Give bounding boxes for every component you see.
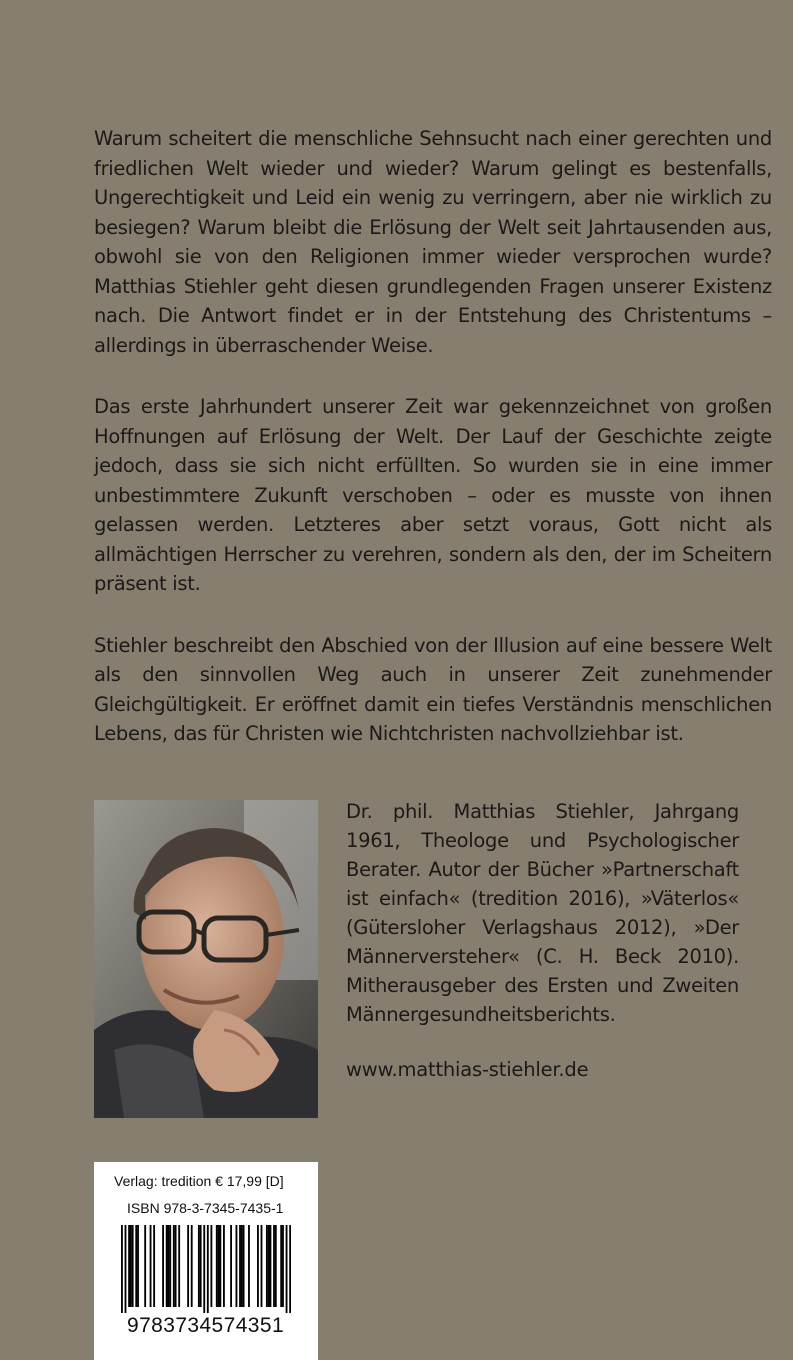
barcode-bar: [219, 1225, 221, 1307]
barcode-bar: [273, 1225, 275, 1307]
barcode-bar: [132, 1225, 134, 1307]
author-website-link[interactable]: www.matthias-stiehler.de: [346, 1058, 589, 1081]
barcode-bar: [178, 1225, 180, 1307]
barcode-bar: [216, 1225, 218, 1307]
blurb-paragraph-1: Warum scheitert die menschliche Sehnsucht nach einer gerechten und friedlichen Welt wieder und wieder? Warum gelingt es bestenfalls, Ungerechtigkeit und Leid ein wenig zu verringern, aber nie wirklich zu besiegen? Warum bleibt die Erlösung der Welt seit Jahrtausenden aus, obwohl sie von den Religionen immer wieder versprochen wurde? Matthias Stiehler geht diesen grundlegenden Fragen unserer Existenz nach. Die Antwort findet er in der Entstehung des Christentums – allerdings in überraschender Weise.: [94, 127, 772, 357]
barcode-bar: [268, 1225, 270, 1307]
barcode-bar: [257, 1225, 259, 1307]
blurb-paragraph-2: Das erste Jahrhundert unserer Zeit war gekennzeichnet von großen Hoffnungen auf Erlösung der Welt. Der Lauf der Geschichte zeigte jedoch, dass sie sich nicht erfüllten. So wurden sie in eine immer unbestimmtere Zukunft verschoben – oder es musste von ihnen gelassen werden. Letzteres aber setzt voraus, Gott nicht als allmächtigen Herrscher zu verehren, sondern als den, der im Scheitern präsent ist.: [94, 395, 772, 595]
barcode-bar: [210, 1225, 212, 1307]
barcode-bar: [230, 1225, 232, 1307]
barcode-digits: 9783734574351: [127, 1314, 285, 1337]
barcode-bar: [137, 1225, 139, 1307]
isbn-label: ISBN 978-3-7345-7435-1: [127, 1200, 284, 1216]
barcode-bar: [144, 1225, 146, 1307]
barcode-bar: [218, 1225, 220, 1307]
barcode-bar: [168, 1225, 170, 1307]
back-cover-blurb: [94, 124, 772, 781]
barcode-bar: [125, 1225, 127, 1313]
barcode-bar: [239, 1225, 241, 1307]
barcode-bar: [130, 1225, 132, 1307]
barcode-bar: [198, 1225, 200, 1307]
publisher-price-label: Verlag: tredition € 17,99 [D]: [114, 1173, 284, 1189]
barcode-bar: [162, 1225, 164, 1307]
barcode-bar: [175, 1225, 177, 1307]
barcode-bar: [280, 1225, 282, 1307]
barcode-bar: [203, 1225, 205, 1313]
author-photo: [94, 800, 318, 1118]
author-bio: Dr. phil. Matthias Stiehler, Jahrgang 1961, Theologe und Psychologischer Berater. Autor der Bücher »Partnerschaft ist einfach« (tredition 2016), »Väterlos« (Gütersloher Verlagshaus 2012), »Der Männerversteher« (C. H. Beck 2010). Mitherausgeber des Ersten und Zweiten Männergesundheitsberichts.: [346, 800, 739, 1026]
barcode-bar: [121, 1225, 123, 1313]
author-portrait-illustration: [94, 800, 318, 1118]
barcode-bar: [282, 1225, 284, 1307]
barcode-bar: [266, 1225, 268, 1307]
barcode-bar: [289, 1225, 291, 1313]
barcode-bar: [236, 1225, 238, 1307]
barcode-bars: [121, 1225, 291, 1313]
barcode-bar: [200, 1225, 202, 1307]
barcode-bar: [135, 1225, 137, 1307]
barcode-bar: [191, 1225, 193, 1307]
barcode-bar: [223, 1225, 225, 1307]
barcode-bar: [261, 1225, 263, 1307]
barcode-bar: [153, 1225, 155, 1307]
barcode-bar: [241, 1225, 243, 1307]
barcode-bar: [173, 1225, 175, 1307]
barcode-bar: [187, 1225, 189, 1307]
barcode-bar: [248, 1225, 250, 1307]
barcode-bar: [166, 1225, 168, 1307]
barcode-bar: [275, 1225, 277, 1307]
barcode-bar: [243, 1225, 245, 1307]
blurb-paragraph-3: Stiehler beschreibt den Abschied von der Illusion auf eine bessere Welt als den sinnvollen Weg auch in unserer Zeit zunehmender Gleichgültigkeit. Er eröffnet damit ein tiefes Verständnis menschlichen Lebens, das für Christen wie Nichtchristen nachvollziehbar ist.: [94, 633, 772, 745]
barcode-bar: [128, 1225, 130, 1307]
isbn-barcode-panel: [94, 1162, 318, 1360]
barcode-bar: [169, 1225, 171, 1307]
barcode-bar: [207, 1225, 209, 1313]
barcode-bar: [150, 1225, 152, 1307]
barcode-bar: [270, 1225, 272, 1307]
barcode-bar: [286, 1225, 288, 1313]
